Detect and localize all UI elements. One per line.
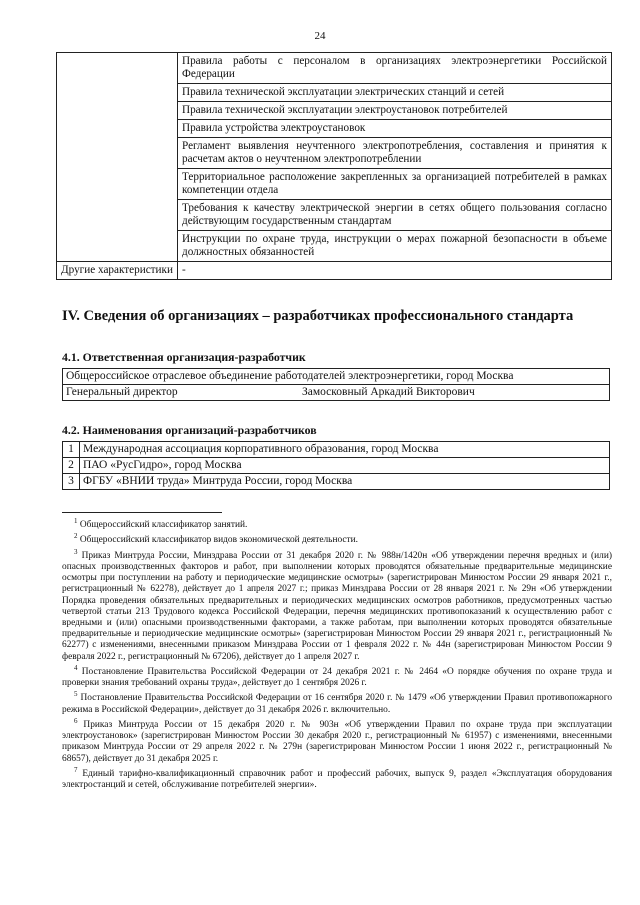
- footnotes: [62, 516, 612, 791]
- other-characteristics-label: Другие характеристики: [57, 262, 178, 280]
- requirements-table: [56, 52, 612, 280]
- footnote: [62, 663, 612, 690]
- responsible-org-heading: 4.1. Ответственная организация-разработчик: [62, 350, 306, 364]
- requirement-item: Инструкции по охране труда, инструкции о мерах пожарной безопасности в объеме должностных обязанностей: [178, 231, 612, 262]
- footnote-divider: [62, 512, 222, 513]
- footnote-number: 2: [74, 532, 78, 541]
- footnote-text: Постановление Правительства Российской Федерации от 16 сентября 2020 г. № 1479 «Об утверждении Правил противопожарного режима в Российской Федерации», действует до 31 декабря 2026 г. включительно.: [62, 693, 613, 715]
- requirement-item: Правила технической эксплуатации электрических станций и сетей: [178, 84, 612, 102]
- responsible-person: Замосковный Аркадий Викторович: [299, 385, 610, 401]
- table-row: [57, 262, 612, 280]
- requirements-label-cell: [57, 53, 178, 262]
- footnote-number: 1: [74, 517, 78, 525]
- developers-heading: 4.2. Наименования организаций-разработчиков: [62, 423, 317, 437]
- table-row: [63, 442, 610, 458]
- footnote-text: Приказ Минтруда России, Минздрава России от 31 декабря 2020 г. № 988н/1420н «Об утверждении перечня вредных и (или) опасных производственных факторов и работ, при выполнении которых проводятся обязательные предварительные медицинские осмотры при поступлении на работу и периодические медицинские осмотры» (зарегистрирован Минюстом России 29 января 2021 г., регистрационный № 62278), действует до 1 апреля 2027 г.; приказ Минздрава России от 28 января 2021 г. № 29н «Об утверждении Порядка проведения обязательных предварительных и периодических медицинских осмотров работников, предусмотренных частью четвертой статьи 213 Трудового кодекса Российской Федерации, перечня медицинских противопоказаний к осуществлению работ с вредными и (или) опасными производственными факторами, а также работам, при выполнении которых проводятся обязательные предварительные и периодические медицинские осмотры» (зарегистрирован Минюстом России 29 января 2021 г., регистрационный № 62277) с изменениями, внесенными приказом Минздрава России от 1 февраля 2022 г. № 44н (зарегистрирован Минюстом России 9 февраля 2022 г., регистрационный № 67206), действует до 1 апреля 2027 г.: [62, 550, 612, 662]
- requirement-item: Правила устройства электроустановок: [178, 120, 612, 138]
- responsible-org-table: [62, 368, 610, 401]
- requirement-item: Территориальное расположение закрепленных за организацией потребителей в рамках компетенции отдела: [178, 169, 612, 200]
- requirement-item: Регламент выявления неучтенного электропотребления, составления и принятия к расчетам актов о неучтенном электропотреблении: [178, 138, 612, 169]
- footnote-text: Общероссийский классификатор видов экономической деятельности.: [79, 535, 359, 546]
- footnote-text: Постановление Правительства Российской Федерации от 24 декабря 2021 г. № 2464 «О порядке обучения по охране труда и проверки знания требований охраны труда», действует до 1 сентября 2026 г.: [62, 666, 613, 689]
- table-row: [57, 53, 612, 84]
- footnote-number: 3: [74, 547, 78, 556]
- section-title: IV. Сведения об организациях – разработчиках профессионального стандарта: [62, 308, 574, 324]
- footnote: [62, 689, 612, 716]
- footnote-text: Единый тарифно-квалификационный справочник работ и профессий рабочих, выпуск 9, раздел «Эксплуатация оборудования электростанций и сетей, обслуживание потребителей энергии».: [62, 768, 613, 791]
- footnote: [62, 516, 612, 531]
- footnote-number: 7: [74, 765, 78, 774]
- responsible-position: Генеральный директор: [63, 385, 300, 401]
- developer-name: Международная ассоциация корпоративного образования, город Москва: [80, 442, 610, 458]
- footnote: [62, 765, 612, 792]
- requirement-item: Правила работы с персоналом в организациях электроэнергетики Российской Федерации: [178, 53, 612, 84]
- table-row: [63, 385, 610, 401]
- table-row: [63, 369, 610, 385]
- other-characteristics-value: -: [178, 262, 612, 280]
- footnote-number: 6: [74, 716, 78, 725]
- footnote: [62, 547, 612, 663]
- footnote: [62, 531, 612, 546]
- developer-number: 1: [63, 442, 80, 458]
- developer-number: 2: [63, 458, 80, 474]
- table-row: [63, 458, 610, 474]
- developer-name: ФГБУ «ВНИИ труда» Минтруда России, город Москва: [80, 474, 610, 490]
- footnote-number: 4: [74, 663, 78, 672]
- footnote-text: Приказ Минтруда России от 15 декабря 2020 г. № 903н «Об утверждении Правил по охране труда при эксплуатации электроустановок» (зарегистрирован Минюстом России 30 декабря 2020 г., регистрационный № 61957) с изменениями, внесенными приказом Минтруда России от 29 апреля 2022 г. № 279н (зарегистрирован Минюстом России 1 июня 2022 г., регистрационный № 68657), действует до 31 декабря 2025 г.: [62, 720, 612, 764]
- page-number: 24: [314, 30, 326, 42]
- developer-number: 3: [63, 474, 80, 490]
- requirement-item: Требования к качеству электрической энергии в сетях общего пользования согласно действующим государственным стандартам: [178, 200, 612, 231]
- responsible-org-name: Общероссийское отраслевое объединение работодателей электроэнергетики, город Москва: [63, 369, 610, 385]
- footnote-number: 5: [74, 690, 78, 699]
- footnote: [62, 716, 612, 765]
- table-row: [63, 474, 610, 490]
- developer-name: ПАО «РусГидро», город Москва: [80, 458, 610, 474]
- developers-table: [62, 441, 610, 490]
- requirement-item: Правила технической эксплуатации электроустановок потребителей: [178, 102, 612, 120]
- footnote-text: Общероссийский классификатор занятий.: [79, 520, 248, 531]
